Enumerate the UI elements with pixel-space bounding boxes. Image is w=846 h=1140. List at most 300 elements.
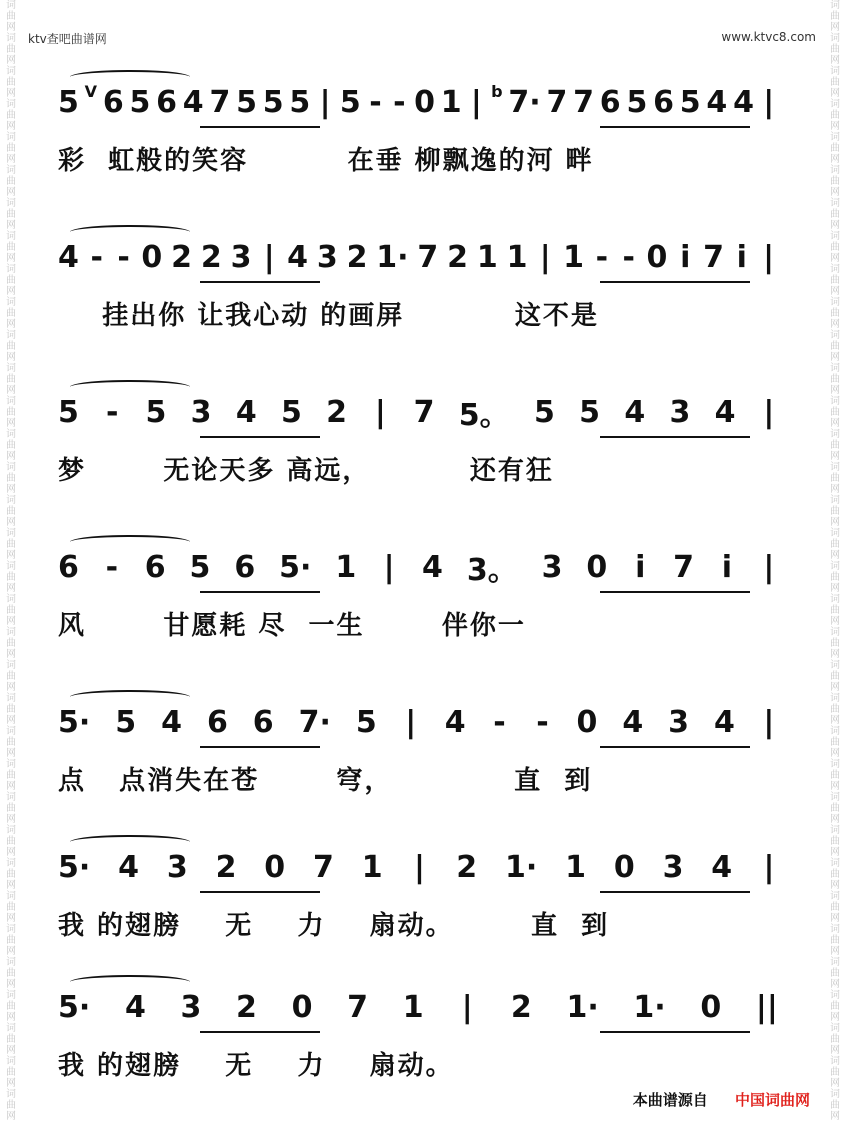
side-watermark-char: 网: [6, 1012, 16, 1023]
note: -: [369, 84, 382, 120]
side-watermark-char: 曲: [6, 242, 16, 253]
side-watermark-char: 词: [830, 1089, 840, 1100]
footer: [633, 1089, 810, 1110]
note: 3: [668, 704, 690, 740]
beam-underline: [600, 436, 750, 438]
side-watermark-char: 曲: [6, 341, 16, 352]
side-watermark-char: 曲: [6, 11, 16, 22]
side-watermark-char: 曲: [6, 1100, 16, 1111]
note: i: [736, 239, 747, 275]
side-watermark-char: 词: [830, 990, 840, 1001]
side-watermark-char: 曲: [830, 770, 840, 781]
side-watermark-char: 词: [830, 0, 840, 11]
note: 4: [161, 704, 182, 740]
side-watermark-char: 网: [6, 352, 16, 363]
side-watermark-char: 网: [830, 451, 840, 462]
side-watermark-char: 网: [6, 286, 16, 297]
note: 0: [646, 239, 668, 275]
side-watermark-char: 词: [830, 825, 840, 836]
note: 2: [326, 394, 348, 430]
side-watermark-char: 网: [6, 946, 16, 957]
side-watermark-char: 网: [830, 1045, 840, 1056]
note: -: [117, 239, 130, 275]
note: 4: [444, 704, 466, 740]
note: 1: [506, 239, 528, 275]
side-watermark-char: 曲: [6, 176, 16, 187]
side-watermark-char: 曲: [6, 374, 16, 385]
note: 1·: [376, 239, 409, 275]
note: 5: [129, 84, 151, 120]
side-watermark-char: 网: [6, 616, 16, 627]
note: 5·: [279, 549, 312, 585]
side-watermark-char: 网: [830, 385, 840, 396]
note: 5: [236, 84, 257, 120]
note: 5: [355, 704, 377, 740]
note: 6: [206, 704, 228, 740]
note: 5。: [458, 398, 510, 433]
side-watermark-char: 词: [830, 198, 840, 209]
side-watermark-char: 词: [6, 132, 16, 143]
side-watermark-char: 词: [6, 924, 16, 935]
side-watermark-char: 词: [6, 759, 16, 770]
side-watermark-char: 网: [6, 55, 16, 66]
side-watermark-char: 词: [6, 297, 16, 308]
side-watermark-char: 网: [830, 418, 840, 429]
side-watermark-char: 曲: [830, 506, 840, 517]
side-watermark-char: 词: [6, 462, 16, 473]
note: 5: [579, 394, 601, 430]
note: 7: [347, 989, 369, 1025]
side-watermark-char: 网: [830, 616, 840, 627]
side-watermark-char: 曲: [830, 935, 840, 946]
note: 5: [262, 84, 284, 120]
note: 6: [653, 84, 674, 120]
side-watermark-char: 网: [6, 88, 16, 99]
side-watermark-char: 网: [830, 154, 840, 165]
beam-underline: [600, 1031, 750, 1033]
side-watermark-char: 网: [6, 253, 16, 264]
note: 3: [166, 849, 188, 885]
side-watermark-char: 曲: [6, 275, 16, 286]
side-watermark-char: 词: [6, 792, 16, 803]
side-watermark-char: 词: [6, 561, 16, 572]
side-watermark-char: 曲: [830, 374, 840, 385]
side-watermark-char: 曲: [6, 539, 16, 550]
note: 7·: [298, 704, 331, 740]
side-watermark-char: 曲: [6, 968, 16, 979]
barline: |: [470, 84, 482, 120]
side-watermark-char: 曲: [830, 242, 840, 253]
notation-line: [58, 547, 778, 587]
note: 4: [733, 84, 754, 120]
side-watermark-char: 词: [6, 99, 16, 110]
note: 1: [440, 84, 462, 120]
note: 3: [662, 849, 684, 885]
side-watermark-char: 网: [6, 649, 16, 660]
note: 3: [190, 394, 212, 430]
side-watermark-char: 网: [6, 418, 16, 429]
side-watermark-char: 曲: [830, 1034, 840, 1045]
side-watermark-char: 网: [6, 979, 16, 990]
barline: |: [763, 84, 775, 120]
side-watermark-char: 词: [6, 396, 16, 407]
side-watermark-char: 词: [6, 165, 16, 176]
beam-underline: [600, 891, 750, 893]
side-watermark-char: 网: [6, 880, 16, 891]
note: 5: [58, 394, 79, 430]
side-watermark-char: 词: [830, 561, 840, 572]
side-watermark-char: 网: [830, 88, 840, 99]
side-watermark-char: 曲: [830, 1067, 840, 1078]
barline: |: [405, 704, 417, 740]
side-watermark-char: 网: [6, 814, 16, 825]
side-watermark-char: 曲: [830, 737, 840, 748]
note: -: [493, 704, 506, 740]
side-watermark-char: 曲: [830, 968, 840, 979]
side-watermark-char: 词: [6, 363, 16, 374]
note: i: [680, 239, 691, 275]
side-watermark-char: 词: [830, 66, 840, 77]
note: 7: [417, 239, 439, 275]
note: 5: [626, 84, 648, 120]
side-watermark-char: 网: [830, 715, 840, 726]
side-watermark-char: 曲: [830, 308, 840, 319]
side-watermark-char: 曲: [6, 638, 16, 649]
lyric-line: 风 甘愿耗 尽 一生 伴你一: [58, 611, 526, 641]
side-watermark-char: 网: [6, 550, 16, 561]
side-watermark-char: 词: [830, 363, 840, 374]
beam-underline: [600, 281, 750, 283]
side-watermark-char: 词: [830, 1023, 840, 1034]
side-watermark-char: 曲: [6, 110, 16, 121]
side-watermark-char: 曲: [830, 1001, 840, 1012]
side-watermark-char: 网: [6, 781, 16, 792]
notation-line: [58, 82, 778, 122]
side-watermark-char: 曲: [830, 176, 840, 187]
barline: |: [539, 239, 551, 275]
side-watermark-char: 网: [830, 55, 840, 66]
barline: |: [763, 394, 775, 430]
note: 0: [613, 849, 635, 885]
side-watermark-char: 网: [830, 22, 840, 33]
barline: |: [763, 239, 775, 275]
side-watermark-char: 网: [830, 1111, 840, 1122]
barline: |: [413, 849, 425, 885]
side-watermark-char: 词: [6, 957, 16, 968]
side-watermark-char: 曲: [6, 605, 16, 616]
beam-underline: [200, 746, 320, 748]
side-watermark-char: 词: [830, 33, 840, 44]
note: 0: [414, 84, 435, 120]
beam-underline: [600, 126, 750, 128]
note: 4: [124, 989, 146, 1025]
side-watermark-char: 曲: [6, 440, 16, 451]
side-watermark-char: 词: [830, 660, 840, 671]
barline: |: [374, 394, 386, 430]
side-watermark-char: 曲: [830, 440, 840, 451]
side-watermark-char: 网: [6, 385, 16, 396]
side-watermark-char: 网: [830, 847, 840, 858]
side-watermark-char: 词: [6, 495, 16, 506]
note: 1·: [505, 849, 538, 885]
side-watermark-char: 曲: [6, 704, 16, 715]
side-watermark-char: 曲: [6, 506, 16, 517]
beam-underline: [600, 591, 750, 593]
note: 1: [565, 849, 586, 885]
notation-line: [58, 702, 778, 742]
score-row: [0, 370, 846, 486]
note: 6: [252, 704, 274, 740]
beam-underline: [200, 891, 320, 893]
note: 4: [182, 84, 204, 120]
side-watermark-char: 网: [6, 451, 16, 462]
side-watermark-char: 网: [830, 352, 840, 363]
side-watermark-char: 网: [830, 583, 840, 594]
note: 4: [714, 704, 735, 740]
side-watermark-char: 词: [830, 759, 840, 770]
side-watermark-char: 曲: [6, 473, 16, 484]
side-watermark-char: 曲: [6, 407, 16, 418]
side-watermark-char: 网: [830, 550, 840, 561]
note: 7: [673, 549, 695, 585]
barline: |: [383, 549, 395, 585]
barline: |: [763, 849, 775, 885]
slur-mark: [70, 975, 190, 989]
score-row: [0, 60, 846, 176]
side-watermark-char: 词: [830, 330, 840, 341]
side-watermark-char: 词: [830, 594, 840, 605]
side-watermark-char: 词: [830, 132, 840, 143]
side-watermark-char: 网: [6, 1078, 16, 1089]
side-watermark-char: 网: [6, 154, 16, 165]
score-row: [0, 965, 846, 1081]
note: 3: [180, 989, 202, 1025]
note: -: [622, 239, 635, 275]
note: -: [393, 84, 406, 120]
note: 1: [563, 239, 584, 275]
side-watermark-char: 词: [6, 429, 16, 440]
side-watermark-char: 网: [6, 847, 16, 858]
side-watermark-char: 曲: [6, 770, 16, 781]
side-watermark-char: 网: [830, 319, 840, 330]
note: 2: [346, 239, 368, 275]
note: 0: [586, 549, 608, 585]
side-watermark-char: 词: [830, 891, 840, 902]
side-watermark-char: 词: [830, 726, 840, 737]
note: -: [595, 239, 609, 275]
side-watermark-char: 网: [6, 583, 16, 594]
side-watermark-char: 网: [830, 748, 840, 759]
side-watermark-char: 词: [6, 1023, 16, 1034]
side-watermark-char: 曲: [830, 572, 840, 583]
side-watermark-char: 词: [830, 297, 840, 308]
beam-underline: [200, 126, 320, 128]
note: 5·: [58, 704, 91, 740]
side-watermark-char: 词: [830, 495, 840, 506]
side-watermark-char: 曲: [830, 605, 840, 616]
note: 7: [413, 394, 435, 430]
side-watermark-char: 词: [6, 0, 16, 11]
note: -: [536, 704, 549, 740]
side-watermark-char: 曲: [6, 1001, 16, 1012]
note: 0: [264, 849, 286, 885]
side-watermark-char: 网: [830, 187, 840, 198]
side-watermark-char: 曲: [6, 737, 16, 748]
score-row: [0, 825, 846, 941]
side-watermark-char: 词: [6, 594, 16, 605]
brand-link[interactable]: 中国词曲网: [734, 1091, 810, 1109]
side-watermark-char: 曲: [830, 902, 840, 913]
side-watermark-char: 曲: [830, 704, 840, 715]
note: 4: [235, 394, 257, 430]
side-watermark-char: 词: [6, 990, 16, 1001]
note: 3: [541, 549, 563, 585]
slur-mark: [70, 380, 190, 394]
side-watermark-char: 曲: [6, 671, 16, 682]
side-watermark-char: 词: [6, 198, 16, 209]
side-watermark-char: 词: [830, 429, 840, 440]
side-watermark-char: 网: [830, 979, 840, 990]
note: 0: [700, 989, 722, 1025]
beam-underline: [600, 746, 750, 748]
side-watermark-char: 曲: [830, 638, 840, 649]
side-watermark-char: 词: [6, 660, 16, 671]
lyric-line: 梦 无论天多 高远， 还有狂: [58, 456, 554, 486]
side-watermark-char: 网: [830, 946, 840, 957]
side-watermark-char: 网: [830, 781, 840, 792]
side-watermark-char: 曲: [6, 44, 16, 55]
note: -: [105, 549, 119, 585]
side-watermark-char: 网: [830, 484, 840, 495]
side-watermark-char: 网: [6, 682, 16, 693]
beam-underline: [200, 281, 320, 283]
side-watermark-char: 曲: [6, 572, 16, 583]
lyric-line: 点 点消失在苍 穹， 直 到: [58, 766, 593, 796]
side-watermark-char: 网: [6, 748, 16, 759]
note: 1: [361, 849, 383, 885]
side-watermark-char: 网: [830, 814, 840, 825]
note: 5: [280, 394, 302, 430]
side-watermark-char: 词: [6, 627, 16, 638]
note: 2: [171, 239, 192, 275]
side-watermark-char: 网: [830, 220, 840, 231]
side-watermark-char: 词: [830, 957, 840, 968]
lyric-line: 彩 虹般的笑容 在垂 柳飘逸的河 畔: [58, 146, 594, 176]
note: 5·: [58, 849, 91, 885]
side-watermark-char: 词: [830, 264, 840, 275]
side-watermark-char: 词: [830, 693, 840, 704]
note: 4: [287, 239, 308, 275]
note: 7·: [508, 84, 541, 120]
side-watermark-char: 网: [830, 880, 840, 891]
side-watermark-char: 曲: [6, 143, 16, 154]
note: 5: [189, 549, 211, 585]
note: 4: [118, 849, 139, 885]
side-watermark-char: 网: [830, 649, 840, 660]
barline: |: [319, 84, 331, 120]
beam-underline: [200, 591, 320, 593]
note: 7: [209, 84, 231, 120]
note: 6: [234, 549, 256, 585]
side-watermark-char: 词: [830, 99, 840, 110]
barline: |: [461, 989, 473, 1025]
note: 7: [546, 84, 568, 120]
side-watermark-char: 曲: [830, 341, 840, 352]
side-watermark-char: 曲: [6, 77, 16, 88]
note: 4: [58, 239, 79, 275]
notation-line: [58, 237, 778, 277]
note: 5: [533, 394, 555, 430]
side-watermark-char: 网: [6, 913, 16, 924]
side-watermark-char: 词: [6, 1056, 16, 1067]
side-watermark-char: 网: [6, 715, 16, 726]
side-watermark-char: 曲: [830, 836, 840, 847]
note: 1: [476, 239, 498, 275]
side-watermark-char: 词: [830, 528, 840, 539]
note: 3: [669, 394, 691, 430]
note: 5: [145, 394, 167, 430]
note: 6: [102, 84, 124, 120]
note: -: [105, 394, 119, 430]
note: 4: [624, 394, 646, 430]
notation-line: [58, 987, 778, 1027]
note: 1·: [633, 989, 666, 1025]
notation-line: [58, 847, 778, 887]
side-watermark-char: 词: [6, 1089, 16, 1100]
side-watermark-char: 词: [6, 693, 16, 704]
slur-mark: [70, 535, 190, 549]
note: 5: [115, 704, 137, 740]
side-watermark-char: 词: [6, 726, 16, 737]
note: 6: [156, 84, 178, 120]
site-watermark-right: www.ktvc8.com: [721, 30, 816, 44]
side-watermark-char: 曲: [6, 209, 16, 220]
barline: |: [763, 704, 775, 740]
note: 2: [510, 989, 532, 1025]
side-watermark-char: 曲: [830, 539, 840, 550]
note: 5: [339, 84, 361, 120]
side-watermark-char: 网: [6, 1111, 16, 1122]
note: i: [635, 549, 646, 585]
side-watermark-char: 曲: [6, 1067, 16, 1078]
side-watermark-char: 曲: [830, 1100, 840, 1111]
side-watermark-char: 曲: [830, 143, 840, 154]
side-watermark-char: 曲: [6, 308, 16, 319]
side-watermark-char: 词: [830, 165, 840, 176]
side-watermark-char: 曲: [6, 836, 16, 847]
note: 5: [58, 84, 79, 120]
side-watermark-char: 曲: [830, 407, 840, 418]
side-watermark-char: 词: [6, 66, 16, 77]
note: 4: [622, 704, 644, 740]
note: 6: [599, 84, 621, 120]
note: 2: [447, 239, 468, 275]
slur-mark: [70, 690, 190, 704]
side-watermark-char: 曲: [830, 275, 840, 286]
side-watermark-char: 网: [6, 22, 16, 33]
note: 0: [141, 239, 163, 275]
side-watermark-char: 曲: [6, 869, 16, 880]
note: 2: [200, 239, 222, 275]
note: 5: [289, 84, 311, 120]
note: i: [721, 549, 733, 585]
note: 6: [58, 549, 79, 585]
side-watermark-char: 词: [6, 33, 16, 44]
side-watermark-char: 词: [6, 825, 16, 836]
side-watermark-char: 词: [6, 264, 16, 275]
note: 5: [679, 84, 701, 120]
beam-underline: [200, 436, 320, 438]
